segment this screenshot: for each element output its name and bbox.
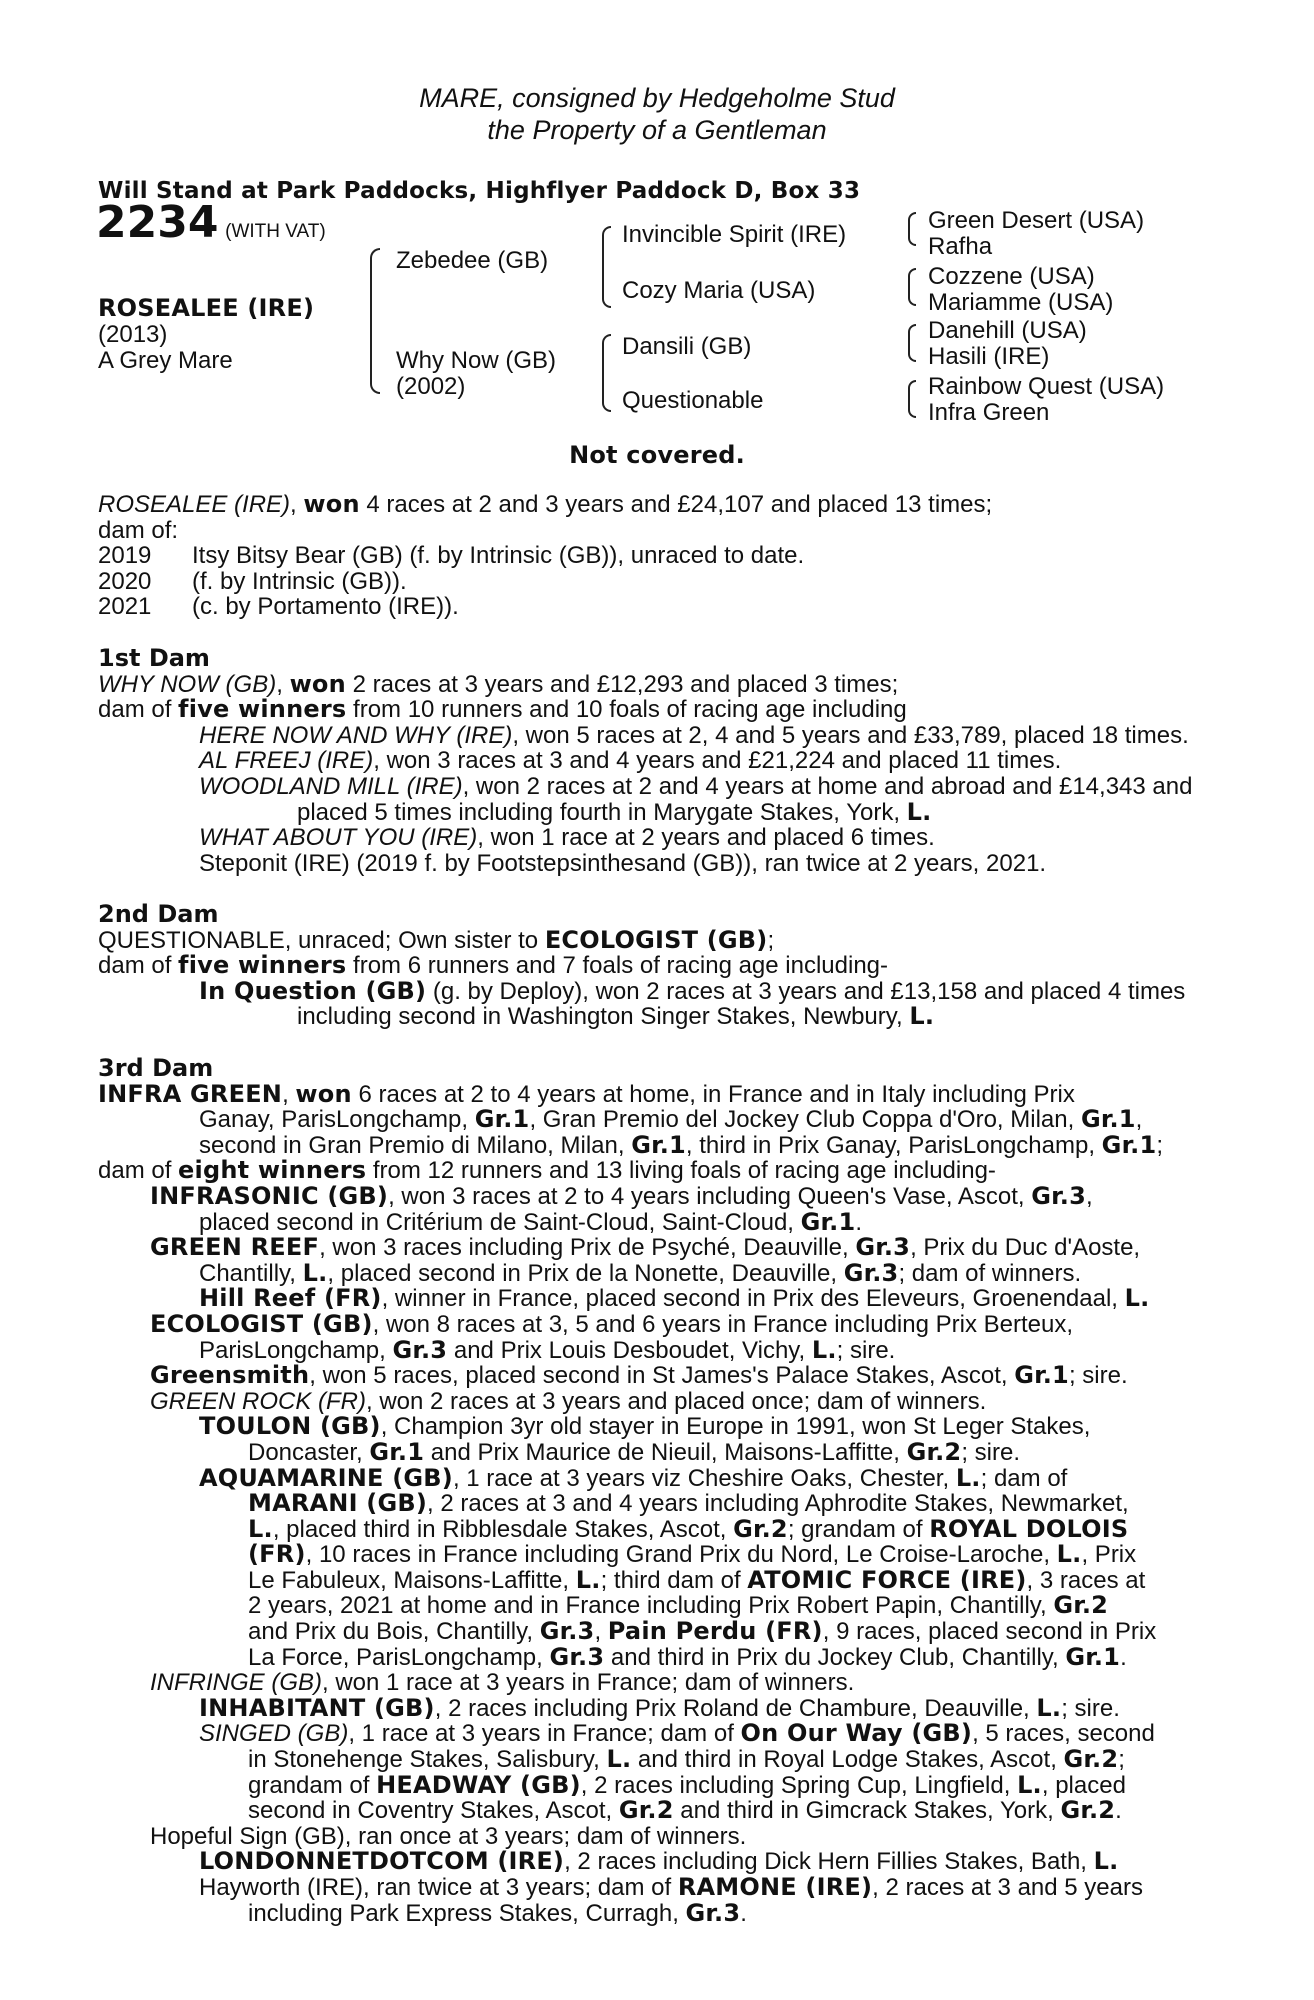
dam-year: (2002) <box>396 373 466 400</box>
ped-sds: Cozzene (USA) <box>928 263 1095 290</box>
ped-ssd: Rafha <box>928 233 993 260</box>
brace-generation-1 <box>370 248 380 394</box>
horse-name: ROSEALEE (IRE) <box>98 294 315 322</box>
ped-ddd: Infra Green <box>928 399 1050 426</box>
property-line: the Property of a Gentleman <box>487 115 827 145</box>
ped-sss: Green Desert (USA) <box>928 207 1145 234</box>
first-dam-title: 1st Dam <box>98 644 210 672</box>
not-covered-note: Not covered. <box>569 441 745 469</box>
ped-dsd: Hasili (IRE) <box>928 343 1050 370</box>
dam-dam: Questionable <box>622 387 764 414</box>
brace-3d <box>908 380 916 418</box>
produce-summary: ROSEALEE (IRE), won 4 races at 2 and 3 years and £24,107 and placed 13 times; <box>98 490 993 518</box>
produce-record <box>98 492 1210 620</box>
produce-item: 2021 (c. by Portamento (IRE)). <box>98 593 459 621</box>
third-dam-title: 3rd Dam <box>98 1054 214 1082</box>
second-dam-section: 2nd Dam QUESTIONABLE, unraced; Own sister to ECOLOGIST (GB); dam of five winners from 6 runners and 7 foals of racing age including- In Question (GB) (g. by Deploy), won 2 races at 3 years and £13,158 and placed 4 times including second in Washington Singer Stakes, Newbury, L. <box>98 902 1210 1030</box>
brace-dam-side <box>602 334 611 412</box>
brace-3b <box>908 268 916 306</box>
third-dam-section: 3rd Dam INFRA GREEN, won 6 races at 2 to 4 years at home, in France and in Italy including Prix Ganay, ParisLongchamp, Gr.1, Gran Premio del Jockey Club Coppa d'Oro, Milan, Gr.1, second in Gran Premio di Milano, Milan, Gr.1, third in Prix Ganay, ParisLongchamp, Gr.1; dam of eight winners from 12 runners and 13 living foals of racing age including- INFRASONIC (GB), won 3 races at 2 to 4 years including Queen's Vase, Ascot, Gr.3, placed second in Critérium de Saint-Cloud, Saint-Cloud, Gr.1. GREEN REEF, won 3 races including Prix de Psyché, Deauville, Gr.3, Prix du Duc d'Aoste, Chantilly, L., placed second in Prix de la Nonette, Deauville, Gr.3; dam of winners. Hill Reef (FR), winner in France, placed second in Prix des Eleveurs, Groenendaal, L. ECOLOGIST (GB), won 8 races at 3, 5 and 6 years in France including Prix Berteux, ParisLongchamp, Gr.3 and Prix Louis Desboudet, Vichy, L.; sire. Greensmith, won 5 races, placed second in St James's Palace Stakes, Ascot, Gr.1; sire. GREEN ROCK (FR), won 2 races at 3 years and placed once; dam of winners. TOULON (GB), Champion 3yr old stayer in Europe in 1991, won St Leger Stakes, Doncaster, Gr.1 and Prix Maurice de Nieuil, Maisons-Laffitte, Gr.2; sire. AQUAMARINE (GB), 1 race at 3 years viz Cheshire Oaks, Chester, L.; dam of MARANI (GB), 2 races at 3 and 4 years including Aphrodite Stakes, Newmarket, L., placed third in Ribblesdale Stakes, Ascot, Gr.2; grandam of ROYAL DOLOIS (FR), 10 races in France including Grand Prix du Nord, Le Croise-Laroche, L., Prix Le Fabuleux, Maisons-Laffitte, L.; third dam of ATOMIC FORCE (IRE), 3 races at 2 years, 2021 at home and in France including Prix Robert Papin, Chantilly, Gr.2 and Prix du Bois, Chantilly, Gr.3, Pain Perdu (FR), 9 races, placed second in Prix La Force, ParisLongchamp, Gr.3 and third in Prix du Jockey Club, Chantilly, Gr.1. INFRINGE (GB), won 1 race at 3 years in France; dam of winners. INHABITANT (GB), 2 races including Prix Roland de Chambure, Deauville, L.; sire. SINGED (GB), 1 race at 3 years in France; dam of On Our Way (GB), 5 races, second in Stonehenge Stakes, Salisbury, L. and third in Royal Lodge Stakes, Ascot, Gr.2; grandam of HEADWAY (GB), 2 races including Spring Cup, Lingfield, L., placed second in Coventry Stakes, Ascot, Gr.2 and third in Gimcrack Stakes, York, Gr.2. Hopeful Sign (GB), ran once at 3 years; dam of winners. LONDONNETDOTCOM (IRE), 2 races including Dick Hern Fillies Stakes, Bath, L. Hayworth (IRE), ran twice at 3 years; dam of RAMONE (IRE), 2 races at 3 and 5 years including Park Express Stakes, Curragh, Gr.3. <box>98 1056 1210 1926</box>
produce-item: 2019 Itsy Bitsy Bear (GB) (f. by Intrinsic (GB)), unraced to date. <box>98 542 805 570</box>
dam-sire: Dansili (GB) <box>622 333 752 360</box>
sire: Zebedee (GB) <box>396 247 549 274</box>
sire-sire: Invincible Spirit (IRE) <box>622 221 847 248</box>
stand-location: Will Stand at Park Paddocks, Highflyer Paddock D, Box 33 <box>98 178 861 204</box>
first-dam-section: 1st Dam WHY NOW (GB), won 2 races at 3 years and £12,293 and placed 3 times; dam of five winners from 10 runners and 10 foals of racing age including HERE NOW AND WHY (IRE), won 5 races at 2, 4 and 5 years and £33,789, placed 18 times. AL FREEJ (IRE), won 3 races at 3 and 4 years and £21,224 and placed 11 times. WOODLAND MILL (IRE), won 2 races at 2 and 4 years at home and abroad and £14,343 and placed 5 times including fourth in Marygate Stakes, York, L. WHAT ABOUT YOU (IRE), won 1 race at 2 years and placed 6 times. Steponit (IRE) (2019 f. by Footstepsinthesand (GB)), ran twice at 2 years, 2021. <box>98 646 1210 876</box>
sire-dam: Cozy Maria (USA) <box>622 277 816 304</box>
second-dam-title: 2nd Dam <box>98 900 219 928</box>
produce-dam-of: dam of: <box>98 516 179 544</box>
brace-3a <box>908 212 916 246</box>
ped-dss: Danehill (USA) <box>928 317 1087 344</box>
produce-item: 2020 (f. by Intrinsic (GB)). <box>98 567 407 595</box>
horse-year: (2013) <box>98 321 168 348</box>
ped-sdd: Mariamme (USA) <box>928 289 1114 316</box>
brace-sire-side <box>602 226 611 308</box>
brace-3c <box>908 324 916 362</box>
vat-label: (WITH VAT) <box>225 221 326 242</box>
dam: Why Now (GB) <box>396 347 557 374</box>
lot-number-block <box>96 197 326 248</box>
lot-number: 2234 <box>96 197 219 248</box>
horse-description: A Grey Mare <box>98 347 233 374</box>
ped-dds: Rainbow Quest (USA) <box>928 373 1165 400</box>
consignment-line: MARE, consigned by Hedgeholme Stud <box>419 83 895 113</box>
